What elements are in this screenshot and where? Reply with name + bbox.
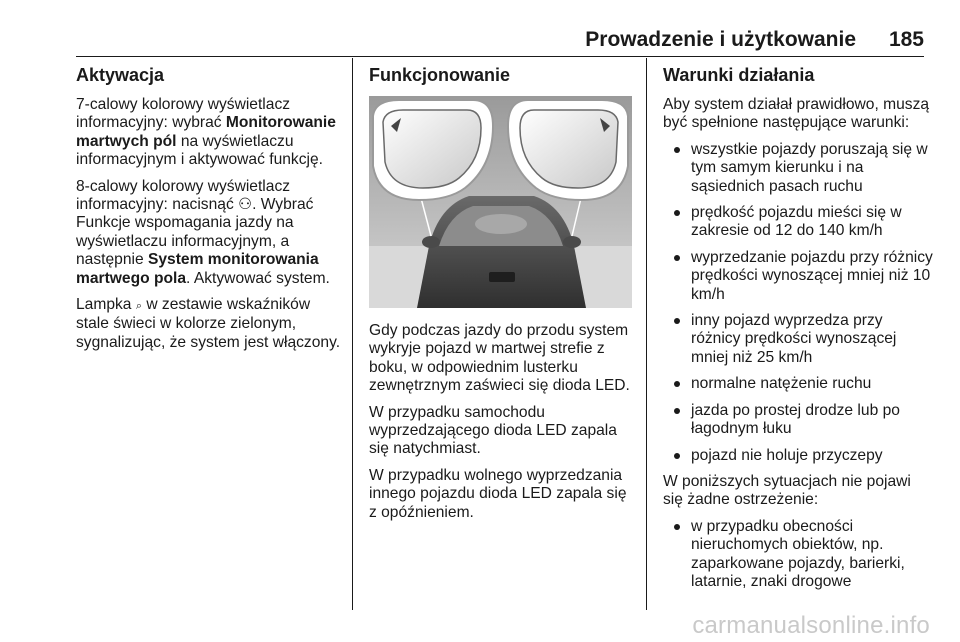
paragraph: W przypadku wolnego wyprzedzania innego pojazdu dioda LED zapala się z opóźnieniem. (369, 466, 627, 521)
paragraph: 8-calowy kolorowy wyświetlacz informacyjny: nacisnąć ⚇. Wybrać Funkcje wspomagania jazdy na wyświetlaczu informacyjnym, a następnie System monitorowania martwego pola. Aktywować system. (76, 177, 330, 287)
settings-symbol-icon: ⚇ (238, 196, 253, 214)
blind-spot-indicator-icon: ⌕ (135, 300, 142, 313)
column-activation (76, 60, 344, 360)
list-item: wszystkie pojazdy poruszają się w tym samym kierunku i na sąsiednich pasach ruchu (663, 141, 933, 196)
column-divider (646, 58, 647, 610)
column-function (369, 60, 637, 530)
list-item: normalne natężenie ruchu (663, 375, 933, 393)
no-warning-list (663, 518, 933, 592)
page-number: 185 (888, 28, 924, 51)
paragraph: W poniższych sytuacjach nie pojawi się żadne ostrzeżenie: (663, 472, 911, 509)
list-item: pojazd nie holuje przyczepy (663, 447, 933, 465)
page-header (76, 26, 924, 57)
paragraph: 7-calowy kolorowy wyświetlacz informacyjny: wybrać Monitorowanie martwych pól na wyświetlaczu informacyjnym i aktywować funkcję. (76, 96, 336, 169)
conditions-list (663, 141, 933, 465)
mirror-led-illustration (369, 96, 632, 308)
column-divider (352, 58, 353, 610)
list-item: wyprzedzanie pojazdu przy różnicy prędkości wynoszącej mniej niż 10 km/h (663, 249, 933, 304)
paragraph: Lampka ⌕ w zestawie wskaźników stale świeci w kolorze zielonym, sygnalizując, że system jest włączony. (76, 296, 341, 351)
list-item: inny pojazd wyprzedza przy różnicy prędkości wynoszącej mniej niż 25 km/h (663, 312, 933, 367)
watermark: carmanualsonline.info (692, 612, 930, 639)
paragraph: W przypadku samochodu wyprzedzającego dioda LED zapala się natychmiast. (369, 403, 617, 458)
paragraph: Gdy podczas jazdy do przodu system wykryje pojazd w martwej strefie z boku, w odpowiednim lusterku zewnętrznym zaświeci się dioda LED. (369, 322, 630, 395)
section-heading: Aktywacja (76, 65, 165, 85)
paragraph: Aby system działał prawidłowo, muszą być spełnione następujące warunki: (663, 96, 930, 132)
header-title: Prowadzenie i użytkowanie (585, 28, 856, 51)
list-item: prędkość pojazdu mieści się w zakresie od 12 do 140 km/h (663, 204, 933, 241)
list-item: w przypadku obecności nieruchomych obiektów, np. zaparkowane pojazdy, barierki, latarnie, znaki drogowe (663, 518, 933, 592)
list-item: jazda po prostej drodze lub po łagodnym łuku (663, 402, 933, 439)
column-conditions (663, 60, 933, 599)
section-heading: Warunki działania (663, 65, 815, 85)
section-heading: Funkcjonowanie (369, 65, 511, 85)
